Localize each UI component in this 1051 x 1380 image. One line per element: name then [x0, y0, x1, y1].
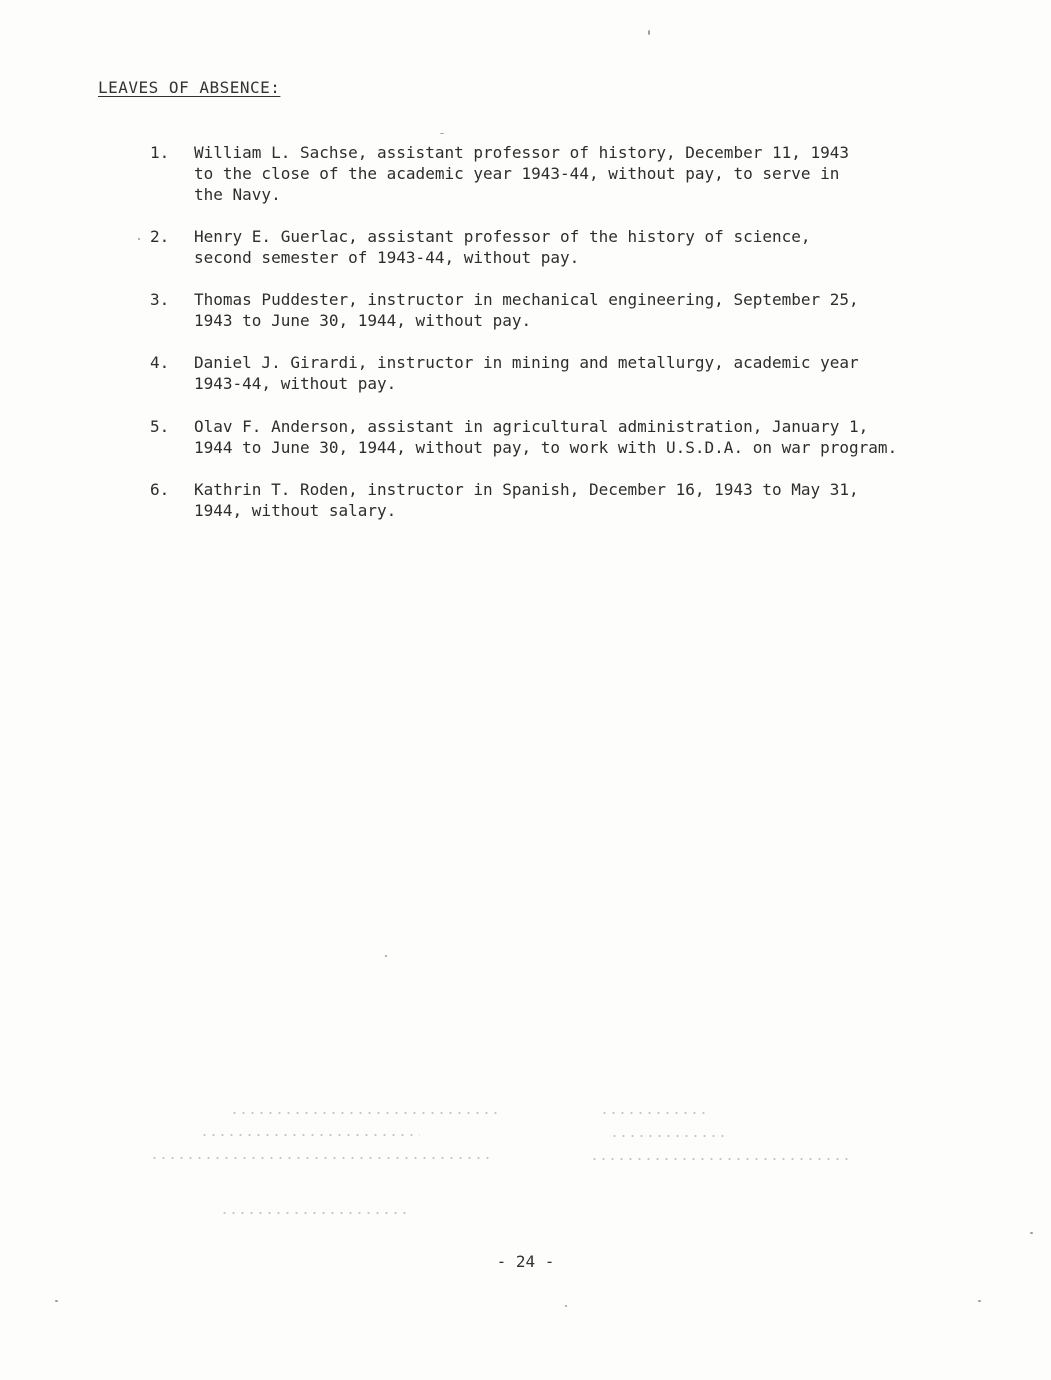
scan-artifact	[220, 1212, 410, 1214]
item-text-line: Thomas Puddester, instructor in mechanical engineering, September 25,	[194, 290, 859, 309]
scan-speck	[1030, 1232, 1033, 1234]
item-text-line: 1944 to June 30, 1944, without pay, to work with U.S.D.A. on war program.	[194, 438, 898, 457]
scan-speck	[385, 955, 387, 957]
item-text-line: second semester of 1943-44, without pay.	[194, 248, 580, 267]
list-item	[150, 226, 980, 268]
scan-artifact	[150, 1157, 490, 1159]
page-number: - 24 -	[496, 1252, 555, 1271]
scan-speck	[648, 30, 650, 35]
scan-artifact	[200, 1134, 420, 1136]
item-text-line: 1943 to June 30, 1944, without pay.	[194, 311, 532, 330]
item-text-line: Daniel J. Girardi, instructor in mining and metallurgy, academic year	[194, 353, 859, 372]
list-item	[150, 352, 980, 394]
item-number: 6.	[150, 480, 170, 499]
section-heading: LEAVES OF ABSENCE:	[98, 78, 281, 97]
scan-artifact	[600, 1112, 710, 1114]
item-number: 5.	[150, 417, 170, 436]
list-item	[150, 416, 980, 458]
list-item	[150, 142, 980, 205]
item-text-line: Henry E. Guerlac, assistant professor of the history of science,	[194, 227, 811, 246]
item-text-line: Kathrin T. Roden, instructor in Spanish, December 16, 1943 to May 31,	[194, 480, 859, 499]
scan-speck	[138, 238, 140, 240]
list-item	[150, 289, 980, 331]
scan-speck	[440, 133, 444, 134]
item-text-line: 1944, without salary.	[194, 501, 397, 520]
scan-artifact	[610, 1135, 730, 1137]
item-text-line: Olav F. Anderson, assistant in agricultural administration, January 1,	[194, 417, 869, 436]
item-number: 1.	[150, 143, 170, 162]
scan-speck	[978, 1300, 981, 1302]
scan-speck	[55, 1300, 58, 1302]
list-item	[150, 479, 980, 521]
item-number: 4.	[150, 353, 170, 372]
scan-artifact	[590, 1158, 850, 1160]
item-number: 3.	[150, 290, 170, 309]
item-text-line: to the close of the academic year 1943-44, without pay, to serve in	[194, 164, 840, 183]
item-text-line: the Navy.	[194, 185, 281, 204]
item-number: 2.	[150, 227, 170, 246]
scan-artifact	[230, 1112, 500, 1114]
item-text-line: 1943-44, without pay.	[194, 374, 397, 393]
item-text-line: William L. Sachse, assistant professor of history, December 11, 1943	[194, 143, 850, 162]
scan-speck	[565, 1305, 567, 1307]
